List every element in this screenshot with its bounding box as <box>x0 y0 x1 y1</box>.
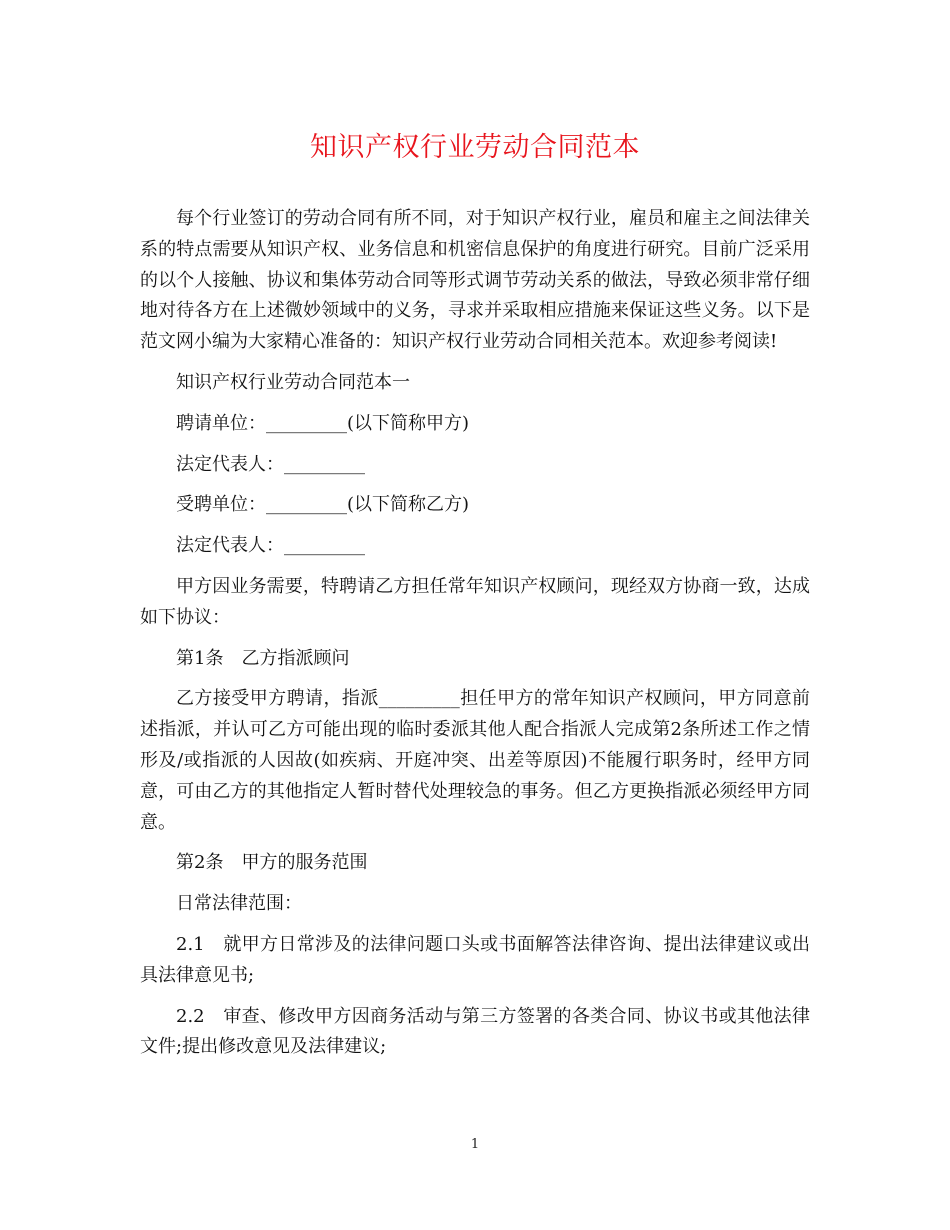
intro-paragraph: 每个行业签订的劳动合同有所不同，对于知识产权行业，雇员和雇主之间法律关系的特点需要从知识产权、业务信息和机密信息保护的角度进行研究。目前广泛采用的以个人接触、协议和集体劳动合同等形式调节劳动关系的做法，导致必须非常仔细地对待各方在上述微妙领域中的义务，寻求并采取相应措施来保证这些义务。以下是范文网小编为大家精心准备的：知识产权行业劳动合同相关范本。欢迎参考阅读! <box>140 208 810 353</box>
employee-representative-line: 法定代表人：_________ <box>176 535 365 557</box>
article-1-body: 乙方接受甲方聘请，指派_________担任甲方的常年知识产权顾问，甲方同意前述指派，并认可乙方可能出现的临时委派其他人配合指派人完成第2条所述工作之情形及/或指派的人因故(如疾病、开庭冲突、出差等原因)不能履行职务时，经甲方同意，可由乙方的其他指定人暂时替代处理较急的事务。但乙方更换指派必须经甲方同意。 <box>140 688 810 833</box>
daily-legal-scope: 日常法律范围： <box>176 893 302 915</box>
employer-line: 聘请单位：_________(以下简称甲方) <box>176 412 470 434</box>
employee-line: 受聘单位：_________(以下简称乙方) <box>176 494 470 516</box>
sample-heading: 知识产权行业劳动合同范本一 <box>176 371 410 393</box>
clause-2-1: 2.1 就甲方日常涉及的法律问题口头或书面解答法律咨询、提出法律建议或出具法律意见书; <box>140 933 810 986</box>
clause-2-2: 2.2 审查、修改甲方因商务活动与第三方签署的各类合同、协议书或其他法律文件;提出修改意见及法律建议; <box>140 1005 810 1058</box>
agreement-paragraph: 甲方因业务需要，特聘请乙方担任常年知识产权顾问，现经双方协商一致，达成如下协议： <box>140 575 810 628</box>
article-2-heading: 第2条 甲方的服务范围 <box>176 852 368 874</box>
document-title: 知识产权行业劳动合同范本 <box>310 132 640 163</box>
page-number: 1 <box>470 1137 480 1152</box>
employer-representative-line: 法定代表人：_________ <box>176 453 365 475</box>
article-1-heading: 第1条 乙方指派顾问 <box>176 647 350 669</box>
document-body <box>140 204 810 1073</box>
